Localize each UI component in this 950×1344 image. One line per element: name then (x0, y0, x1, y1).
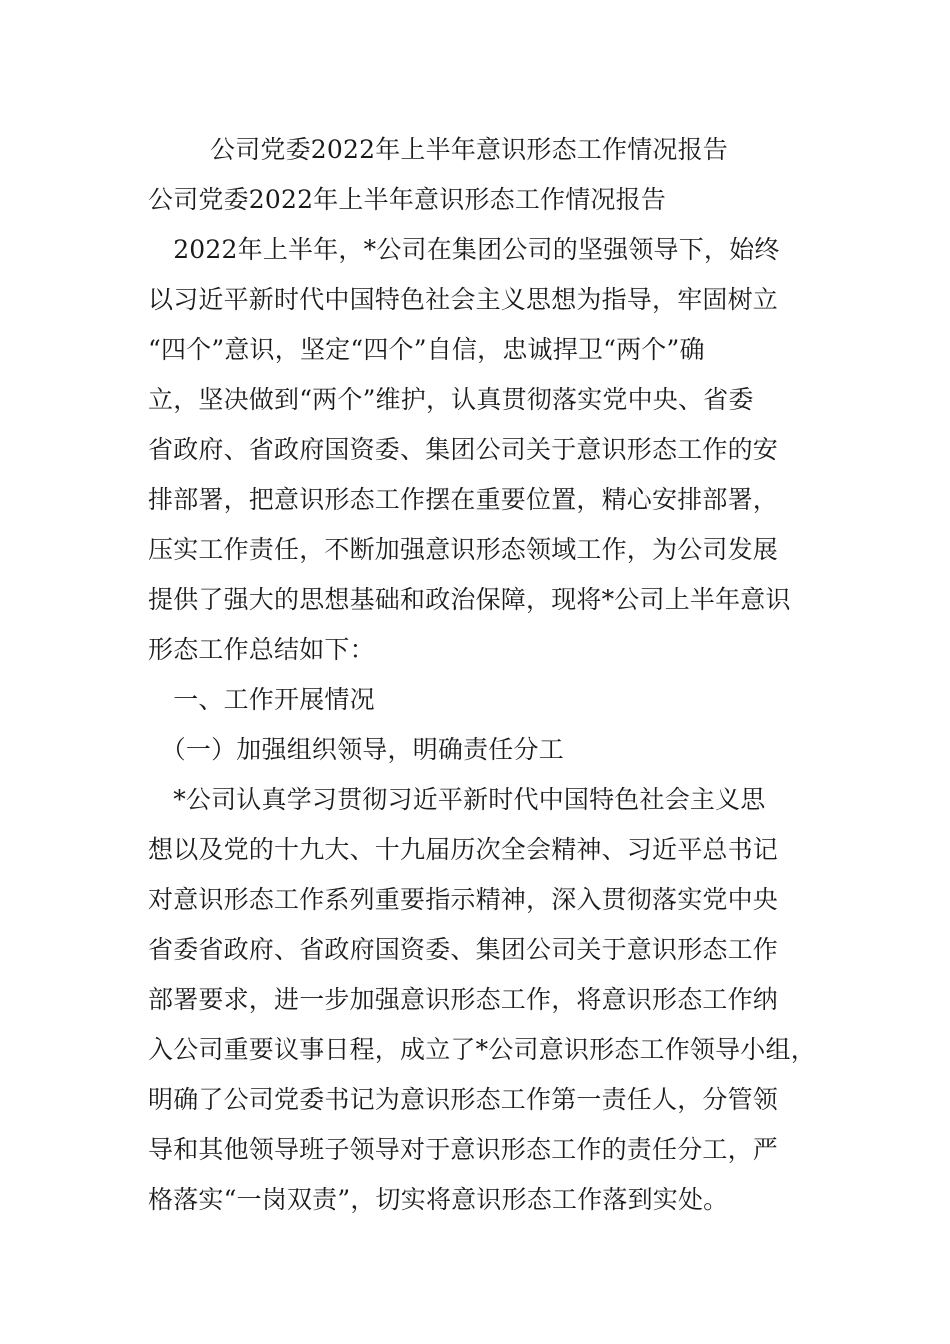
body-line: 明确了公司党委书记为意识形态工作第一责任人，分管领 (148, 1085, 779, 1114)
body-line: 提供了强大的思想基础和政治保障，现将*公司上半年意识 (148, 585, 791, 614)
body-line: *公司认真学习贯彻习近平新时代中国特色社会主义思 (148, 785, 766, 814)
body-line: “四个”意识，坚定“四个”自信，忠诚捍卫“两个”确 (148, 335, 705, 364)
body-line: 导和其他领导班子领导对于意识形态工作的责任分工，严 (148, 1135, 779, 1164)
body-line: 部署要求，进一步加强意识形态工作，将意识形态工作纳 (148, 985, 779, 1014)
body-line: 2022年上半年，*公司在集团公司的坚强领导下，始终 (148, 235, 780, 264)
body-line: 入公司重要议事日程，成立了*公司意识形态工作领导小组， (148, 1035, 816, 1064)
document-subtitle: 公司党委2022年上半年意识形态工作情况报告 (148, 185, 667, 214)
body-line: 格落实“一岗双责”，切实将意识形态工作落到实处。 (148, 1185, 729, 1214)
body-line: 对意识形态工作系列重要指示精神，深入贯彻落实党中央 (148, 885, 779, 914)
body-line: 想以及党的十九大、十九届历次全会精神、习近平总书记 (148, 835, 779, 864)
body-line: 立，坚决做到“两个”维护，认真贯彻落实党中央、省委 (148, 385, 754, 414)
body-line: 压实工作责任，不断加强意识形态领域工作，为公司发展 (148, 535, 779, 564)
body-line: 形态工作总结如下： (148, 635, 375, 664)
body-line: 以习近平新时代中国特色社会主义思想为指导，牢固树立 (148, 285, 779, 314)
body-line: 省政府、省政府国资委、集团公司关于意识形态工作的安 (148, 435, 779, 464)
body-line: 排部署，把意识形态工作摆在重要位置，精心安排部署， (148, 485, 779, 514)
section-heading: 一、工作开展情况 (148, 685, 375, 714)
document-title: 公司党委2022年上半年意识形态工作情况报告 (210, 135, 729, 164)
subsection-heading: （一）加强组织领导，明确责任分工 (148, 735, 564, 764)
body-line: 省委省政府、省政府国资委、集团公司关于意识形态工作 (148, 935, 779, 964)
